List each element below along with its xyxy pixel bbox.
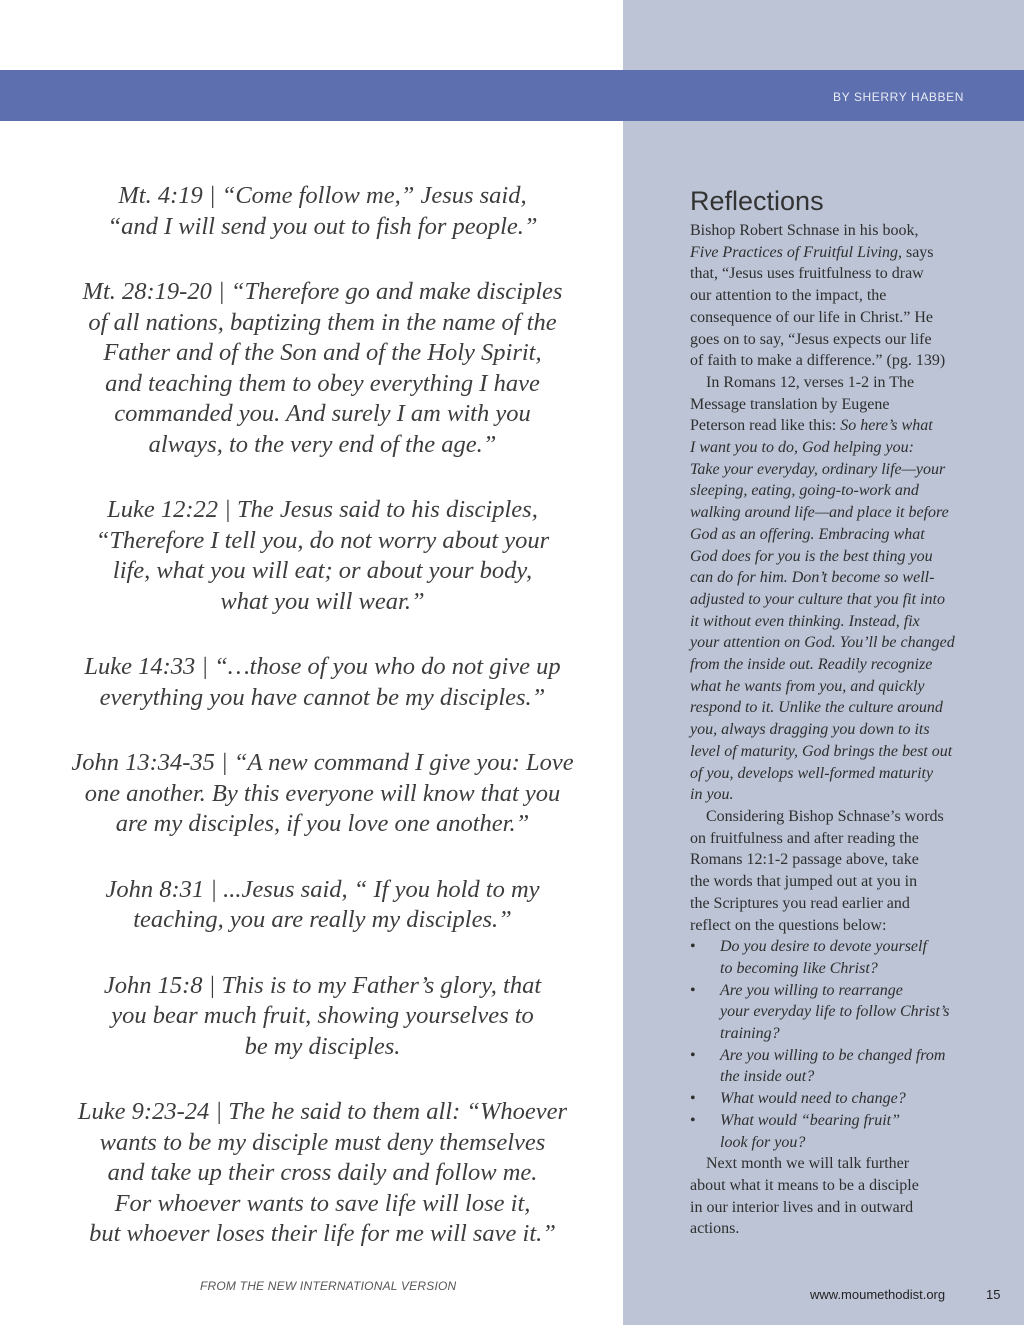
question-line: the inside out? [720,1068,815,1086]
verse-line: be my disciples. [244,1032,401,1060]
verse-line: and teaching them to obey everything I have [105,369,540,397]
reflections-title: Reflections [690,186,824,216]
paragraph-line: reflect on the questions below: [690,916,887,934]
verse-line: commanded you. And surely I am with you [114,400,531,427]
verse-line: John 15:8 | This is to my Father’s glory, that [103,971,542,999]
paragraph-line: actions. [690,1220,740,1238]
paragraph-line: of faith to make a difference.” (pg. 139) [690,352,946,370]
verse-line: Mt. 28:19-20 | “Therefore go and make disciples [82,278,563,305]
verse-line: one another. By this everyone will know that you [84,779,561,807]
reflections-paragraph-2 [690,372,980,806]
question-line: your everyday life to follow Christ’s [720,1003,950,1021]
question-line: look for you? [720,1133,806,1151]
verse-line: life, what you will eat; or about your body, [112,557,533,584]
verse-block [40,748,605,840]
quote-line: adjusted to your culture that you fit into [690,590,945,608]
verse-line: John 8:31 | ...Jesus said, “ If you hold to my [105,875,540,903]
verse-block [40,495,605,617]
verse-line: Father and of the Son and of the Holy Spirit, [103,339,542,366]
quote-line: your attention on God. You’ll be changed [690,634,955,652]
bullet-icon: • [690,1046,696,1064]
verse-line: are my disciples, if you love one another.” [115,810,530,837]
paragraph-line: In Romans 12, verses 1-2 in The [706,373,915,391]
verse-block [40,652,605,713]
verse-line: “Therefore I tell you, do not worry about your [95,526,550,554]
verse-line: teaching, you are really my disciples.” [133,906,512,933]
verse-block [40,277,605,460]
quote-line: in you. [690,786,734,804]
verse-line: you bear much fruit, showing yourselves to [111,1002,534,1029]
verse-line: always, to the very end of the age.” [148,430,497,458]
question-item [690,980,980,1045]
question-list [690,936,980,1153]
question-line: Do you desire to devote yourself [720,938,927,956]
paragraph-line [690,415,980,437]
paragraph-line: our attention to the impact, the [690,287,887,305]
verse-block [40,181,605,242]
verse-line: Mt. 4:19 | “Come follow me,” Jesus said, [118,182,527,209]
quote-line: God does for you is the best thing you [690,547,933,565]
paragraph-text: Peterson read like this: [690,417,841,435]
verse-line: For whoever wants to save life will lose it, [114,1189,531,1217]
question-item [690,1110,980,1153]
paragraph-text: , says [897,243,934,261]
paragraph-line: about what it means to be a disciple [690,1176,919,1194]
paragraph-line: the words that jumped out at you in [690,873,918,891]
book-title: Five Practices of Fruitful Living [690,243,898,261]
question-line: Are you willing to be changed from [720,1046,946,1064]
quote-line: can do for him. Don’t become so well- [690,569,935,587]
verse-line: everything you have cannot be my disciples.” [99,683,546,711]
quote-line: you, always dragging you down to its [690,721,930,739]
author-byline: BY SHERRY HABBEN [833,90,964,104]
verse-line: “and I will send you out to fish for people.” [107,212,538,240]
verse-line: what you will wear.” [220,587,425,615]
verse-line: Luke 12:22 | The Jesus said to his disciples, [107,496,538,523]
verse-block [40,875,605,936]
question-line: training? [720,1025,780,1043]
paragraph-line: that, “Jesus uses fruitfulness to draw [690,265,924,283]
verse-line: and take up their cross daily and follow me. [107,1159,538,1186]
verse-line: John 13:34-35 | “A new command I give you: Love [71,749,574,776]
quote-line: God as an offering. Embracing what [690,525,925,543]
paragraph-line: the Scriptures you read earlier and [690,894,910,912]
verse-line: Luke 9:23-24 | The he said to them all: “Whoever [77,1098,568,1125]
question-line: to becoming like Christ? [720,959,878,977]
website-link[interactable]: www.moumethodist.org [810,1287,946,1302]
paragraph-line: Considering Bishop Schnase’s words [706,807,944,825]
paragraph-line [690,242,980,264]
paragraph-line: consequence of our life in Christ.” He [690,308,934,326]
quote-line: from the inside out. Readily recognize [690,656,933,674]
quote-line: Take your everyday, ordinary life—your [690,460,946,478]
quote-line: respond to it. Unlike the culture around [690,699,943,717]
verse-block [40,971,605,1063]
question-line: What would “bearing fruit” [720,1111,901,1129]
reflections-paragraph-4 [690,1153,980,1240]
reflections-paragraph-1 [690,220,980,372]
verse-line: Luke 14:33 | “…those of you who do not give up [84,653,561,680]
verse-block [40,1097,605,1250]
quote-line: level of maturity, God brings the best out [690,742,953,760]
verse-line: wants to be my disciple must deny themselves [99,1128,546,1156]
paragraph-line: Bishop Robert Schnase in his book, [690,222,919,239]
reflections-sidebar [690,182,980,1240]
quote-line: I want you to do, God helping you: [690,439,914,457]
quote-text: So here’s what [840,417,933,435]
quote-line: walking around life—and place it before [690,504,949,522]
paragraph-line: Romans 12:1-2 passage above, take [690,851,919,869]
paragraph-line: goes on to say, “Jesus expects our life [690,330,932,348]
question-line: What would need to change? [720,1090,906,1108]
bullet-icon: • [690,981,696,999]
quote-line: what he wants from you, and quickly [690,677,925,695]
paragraph-line: in our interior lives and in outward [690,1198,914,1216]
quote-line: it without even thinking. Instead, fix [690,612,920,630]
verse-line: but whoever loses their life for me will save it.” [89,1220,556,1247]
verse-list [40,181,605,1285]
verse-line: of all nations, baptizing them in the name of the [88,308,557,336]
question-item [690,936,980,979]
reflections-paragraph-3 [690,806,980,936]
quote-line: of you, develops well-formed maturity [690,764,934,782]
paragraph-line: Message translation by Eugene [690,395,890,413]
bullet-icon: • [690,1090,696,1108]
quote-line: sleeping, eating, going-to-work and [690,482,919,500]
question-item [690,1088,980,1110]
bullet-icon: • [690,938,696,956]
bullet-icon: • [690,1111,696,1129]
question-line: Are you willing to rearrange [720,981,903,999]
paragraph-line: Next month we will talk further [706,1155,910,1173]
question-item [690,1045,980,1088]
paragraph-line: on fruitfulness and after reading the [690,829,919,847]
page-number: 15 [986,1287,1001,1302]
translation-source-note: FROM THE NEW INTERNATIONAL VERSION [200,1279,457,1293]
